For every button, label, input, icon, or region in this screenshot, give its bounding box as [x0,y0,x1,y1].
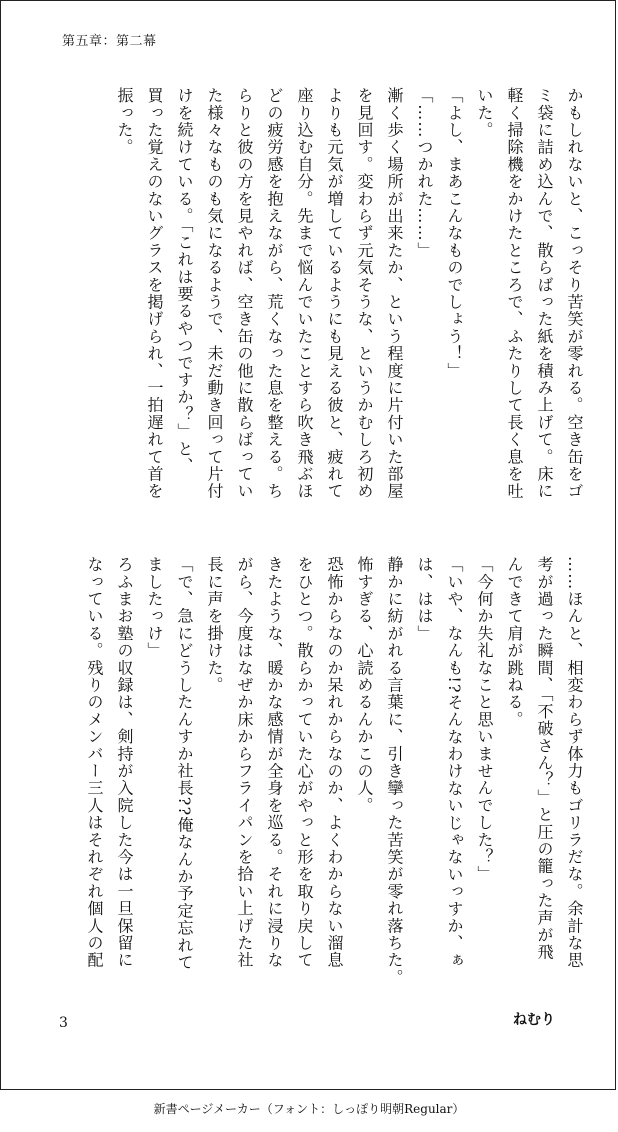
generator-caption: 新書ページメーカー（フォント：しっぽり明朝Regular） [153,1102,465,1116]
author-name: ねむり [513,1012,555,1028]
page-number: 3 [59,1015,68,1031]
chapter-header: 第五章：第二幕 [62,34,157,49]
lower-body-text: ……ほんと、相変わらず体力もゴリラだな。余計な思 考が過った瞬間、「不破さん？」と圧の籠った声が飛 んできて肩が跳ねる。 「今何か失礼なこと思いませんでした？」 「いや、なんも!?そんなわけないじゃないっすか、ぁ は、はは」 静かに紡がれる言葉に、引き攣った苦笑が零れ落ちた。 怖すぎる、心読めるんかこの人。 恐怖からなのか呆れからなのか、よくわからない溜息 をひとつ。散らかっていた心がやっと形を取り戻して きたような、暖かな感情が全身を巡る。それに浸りな がら、今度はなぜか床からフライパンを拾い上げた社 長に声を掛けた。 「で、急にどうしたんすか社長??俺なんか予定忘れて ましたっけ」 ろふまお塾の収録は、剣持が入院した今は一旦保留に なっている。残りのメンバー三人はそれぞれ個人の配 [85,556,584,986]
upper-body-text: かもしれないと、こっそり苦笑が零れる。空き缶をゴ ミ袋に詰め込んで、散らばった紙を積み上げて。床に 軽く掃除機をかけたところで、ふたりして長く息を吐 いた。 「よし、まあこんなものでしょう！」 「……つかれた……」 漸く歩く場所が出来たか、という程度に片付いた部屋 を見回す。変わらず元気そうな、というかむしろ初め よりも元気が増しているようにも見える彼と、疲れて 座り込む自分。先まで悩んでいたことすら吹き飛ぶほ どの疲労感を抱えながら、荒くなった息を整える。ち らりと彼の方を見やれば、空き缶の他に散らばってい た様々なものも気になるようで、未だ動き回って片付 けを続けている。「これは要るやつですか？」と、 買った覚えのないグラスを掲げられ、一拍遅れて首を 振った。 [115,87,584,500]
